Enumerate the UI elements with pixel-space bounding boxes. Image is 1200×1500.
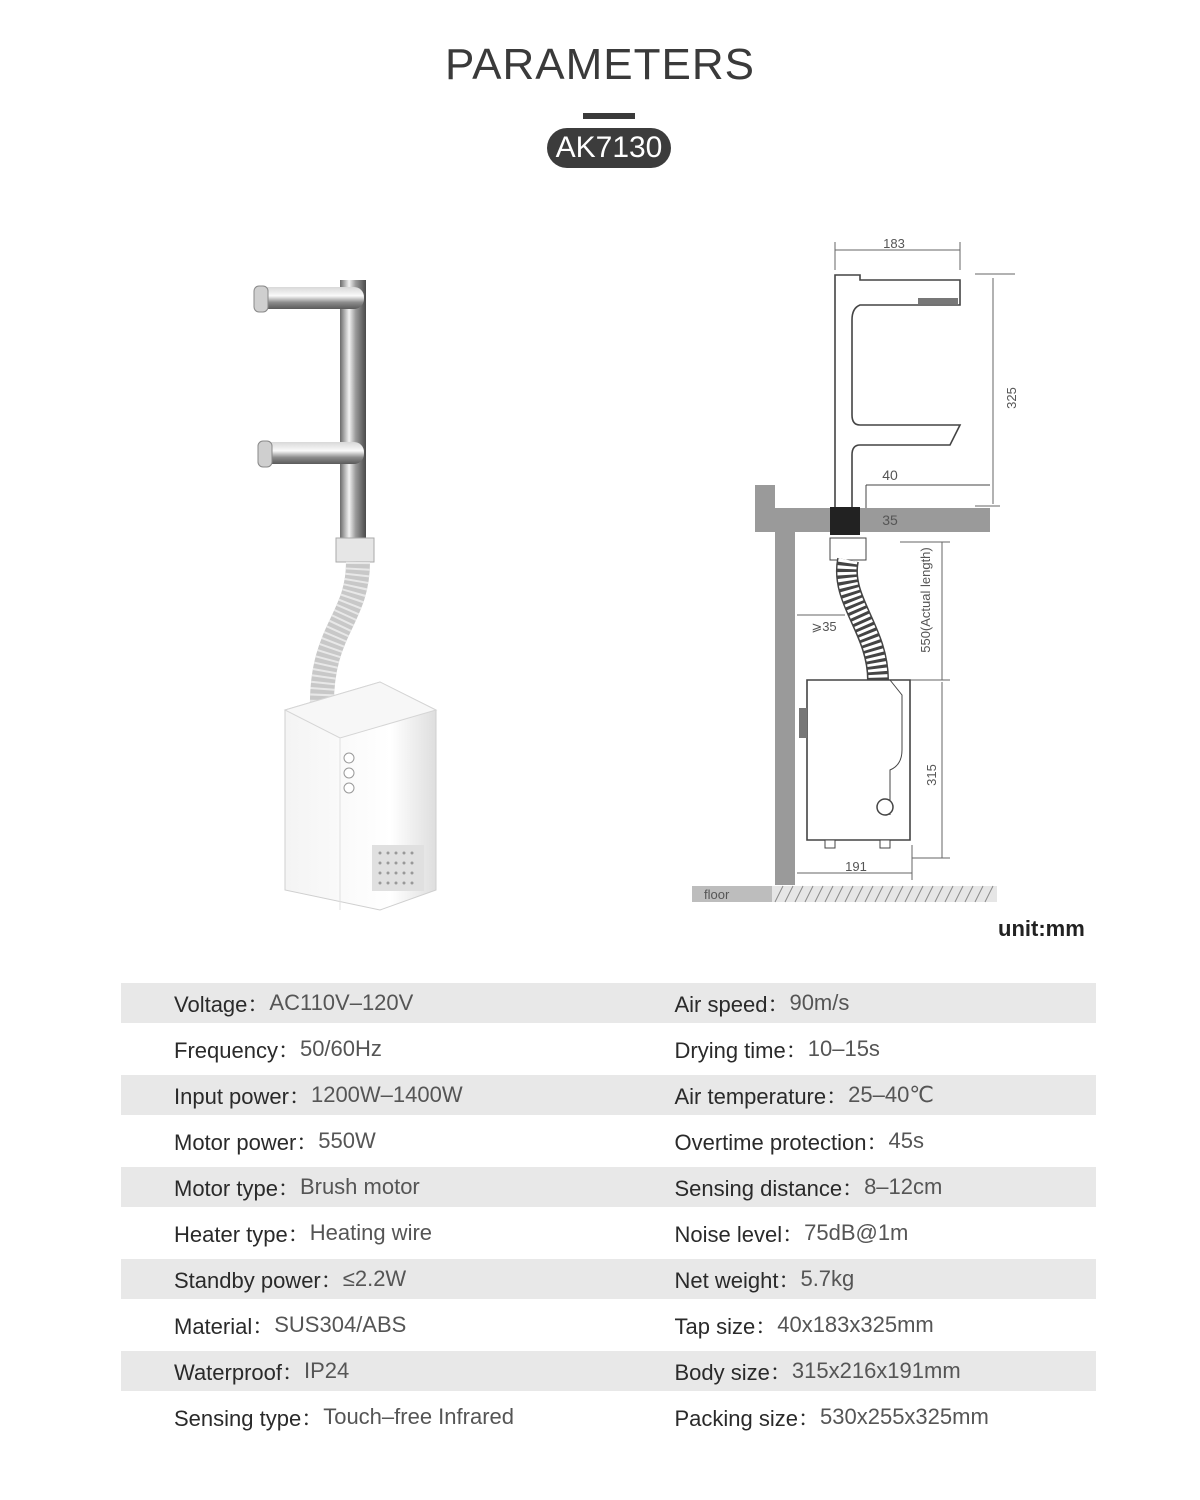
spec-row <box>121 983 1096 1023</box>
spec-label: Input power： <box>174 1083 311 1109</box>
floor-label: floor <box>704 887 730 902</box>
spec-row <box>121 1259 1096 1299</box>
spec-label: Waterproof： <box>174 1359 305 1385</box>
spec-value: 315x216x191mm <box>791 1358 961 1383</box>
dim-clearance: ⩾35 <box>811 619 837 634</box>
spec-value: 550W <box>318 1128 376 1153</box>
spec-label: Motor type： <box>174 1175 300 1201</box>
spec-value: SUS304/ABS <box>274 1312 407 1337</box>
spec-row <box>121 1213 1096 1253</box>
spec-value: 90m/s <box>789 990 850 1015</box>
dimension-diagram <box>680 230 1020 920</box>
spec-label: Frequency： <box>174 1037 300 1063</box>
spec-value: 25–40℃ <box>848 1082 935 1107</box>
unit-label: unit:mm <box>998 916 1085 941</box>
dim-body-depth: 191 <box>845 859 867 874</box>
spec-row <box>121 1029 1096 1069</box>
spec-value: 75dB@1m <box>804 1220 909 1245</box>
spec-row <box>121 1121 1096 1161</box>
spec-row <box>121 1305 1096 1345</box>
spec-value: 10–15s <box>807 1036 880 1061</box>
dim-hose: 550(Actual length) <box>918 547 933 653</box>
page-title: PARAMETERS <box>445 40 755 89</box>
spec-label: Noise level： <box>674 1221 805 1247</box>
spec-value: Brush motor <box>299 1174 420 1199</box>
dim-spout: 40 <box>882 467 898 483</box>
spec-label: Heater type： <box>174 1221 310 1247</box>
spec-label: Air temperature： <box>674 1083 849 1109</box>
spec-value: Heating wire <box>309 1220 433 1245</box>
spec-row <box>121 1351 1096 1391</box>
spec-label: Overtime protection： <box>674 1129 889 1155</box>
dim-width-top: 183 <box>883 236 905 251</box>
dim-body-height: 315 <box>924 764 939 786</box>
spec-label: Body size： <box>674 1359 792 1385</box>
spec-label: Net weight： <box>674 1267 801 1293</box>
dim-height-tap: 325 <box>1004 387 1019 409</box>
spec-label: Air speed： <box>674 991 790 1017</box>
spec-label: Motor power： <box>174 1129 319 1155</box>
spec-value: ≤2.2W <box>342 1266 407 1291</box>
model-badge: AK7130 <box>547 128 671 168</box>
spec-label: Voltage： <box>174 991 270 1017</box>
spec-value: Touch–free Infrared <box>323 1404 514 1429</box>
spec-label: Sensing type： <box>174 1405 324 1431</box>
spec-label: Sensing distance： <box>674 1175 865 1201</box>
spec-value: 8–12cm <box>864 1174 943 1199</box>
spec-value: IP24 <box>304 1358 350 1383</box>
spec-row <box>121 1167 1096 1207</box>
spec-row <box>121 1075 1096 1115</box>
title-divider <box>583 113 635 119</box>
spec-value: 1200W–1400W <box>310 1082 463 1107</box>
spec-value: 40x183x325mm <box>777 1312 934 1337</box>
spec-label: Drying time： <box>674 1037 808 1063</box>
dim-hole: 35 <box>882 512 898 528</box>
spec-value: 50/60Hz <box>299 1036 382 1061</box>
spec-label: Standby power： <box>174 1267 343 1293</box>
product-image <box>240 270 470 920</box>
spec-row <box>121 1397 1096 1437</box>
spec-value: 530x255x325mm <box>820 1404 989 1429</box>
spec-table <box>121 983 1096 1443</box>
spec-label: Packing size： <box>674 1405 821 1431</box>
spec-value: AC110V–120V <box>269 990 414 1015</box>
spec-value: 5.7kg <box>800 1266 855 1291</box>
spec-label: Tap size： <box>674 1313 778 1339</box>
spec-value: 45s <box>888 1128 924 1153</box>
spec-label: Material： <box>174 1313 275 1339</box>
